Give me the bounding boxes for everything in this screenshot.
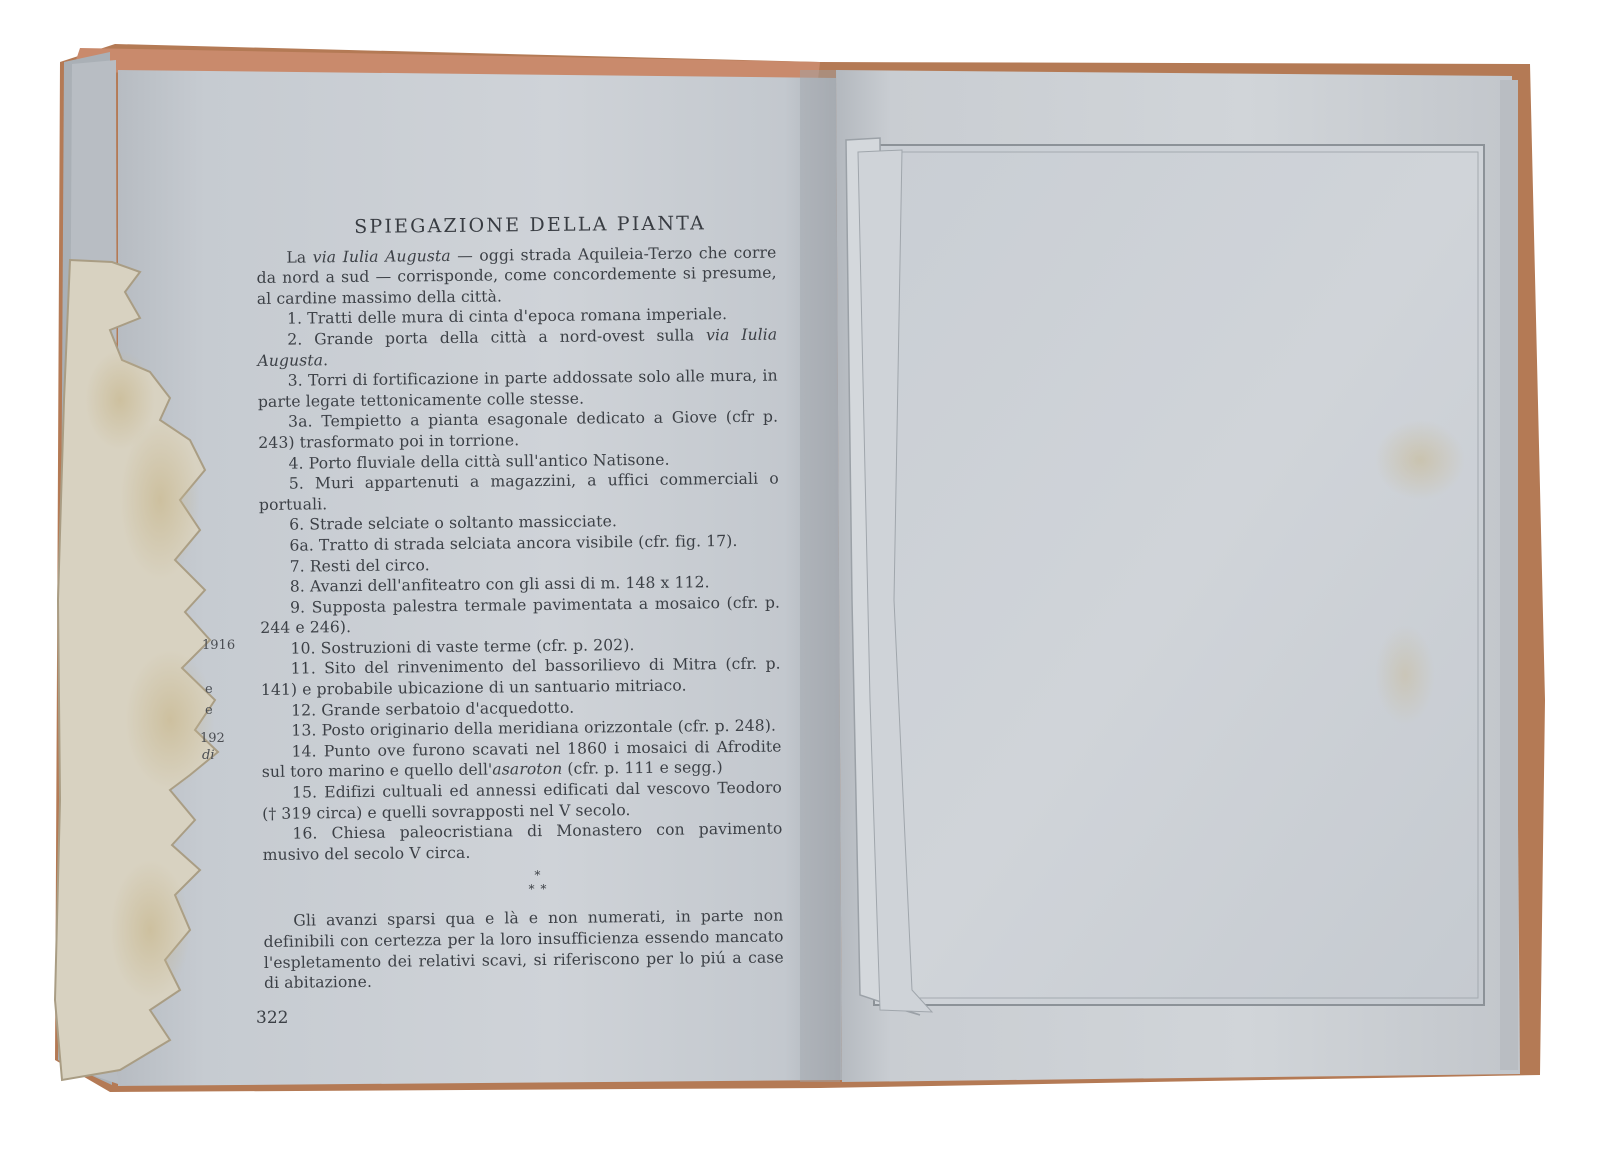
legend-item: 3. Torri di fortificazione in parte addossate solo alle mura, in parte legate tettonicamente colle stesse. <box>257 366 778 411</box>
legend-item: 11. Sito del rinvenimento del bassorilievo di Mitra (cfr. p. 141) e probabile ubicazione di un santuario mitriaco. <box>260 654 781 700</box>
legend-item: 14. Punto ove furono scavati nel 1860 i mosaici di Afrodite sul toro marino e quello dell'asaroton (cfr. p. 111 e segg.) <box>261 737 782 782</box>
section-separator: * * * <box>528 868 548 897</box>
closing-paragraph: Gli avanzi sparsi qua e là e non numerati, in parte non definibili con certezza per la loro insufficienza essendo mancato l'espletamento dei relativi scavi, si riferiscono per lo piú a case di abitazione. <box>263 906 784 993</box>
legend-item: 12. Grande serbatoio d'acquedotto. <box>291 698 575 720</box>
legend-item: 9. Supposta palestra termale pavimentata a mosaico (cfr. p. 244 e 246). <box>260 593 781 638</box>
bleed-through-text: e <box>205 703 213 718</box>
legend-item: 13. Posto originario della meridiana orizzontale (cfr. p. 248). <box>291 716 777 740</box>
folded-map <box>874 145 1484 1005</box>
legend-item: 2. Grande porta della città a nord-ovest sulla via Iulia Augusta. <box>257 325 778 370</box>
legend-item: 15. Edifizi cultuali ed annessi edificati dal vescovo Teodoro († 319 circa) e quelli sovrapposti nel V secolo. <box>262 778 783 823</box>
legend-item: 8. Avanzi dell'anfiteatro con gli assi di m. 148 x 112. <box>289 573 710 596</box>
legend-item: 6a. Tratto di strada selciata ancora visibile (cfr. fig. 17). <box>289 531 738 555</box>
intro-paragraph: La via Iulia Augusta — oggi strada Aquileia-Terzo che corre da nord a sud — corrisponde, come concordemente si presume, al cardine massimo della città. <box>256 243 777 308</box>
legend-item: 1. Tratti delle mura di cinta d'epoca romana imperiale. <box>286 305 728 329</box>
page-heading: SPIEGAZIONE DELLA PIANTA <box>354 212 707 238</box>
legend-item: 10. Sostruzioni di vaste terme (cfr. p. 202). <box>290 635 635 658</box>
legend-item: 4. Porto fluviale della città sull'antico Natisone. <box>288 450 670 473</box>
bleed-through-text: e <box>205 682 213 697</box>
page-body <box>256 213 784 994</box>
legend-item: 16. Chiesa paleocristiana di Monastero con pavimento musivo del secolo V circa. <box>262 819 783 864</box>
legend-item: 5. Muri appartenuti a magazzini, a uffici commerciali o portuali. <box>258 469 779 514</box>
legend-item: 6. Strade selciate o soltanto massicciate. <box>289 512 618 534</box>
page-number: 322 <box>256 1008 289 1028</box>
legend-list <box>257 304 783 865</box>
bleed-through-text: 1916 <box>202 638 236 653</box>
legend-item: 3a. Tempietto a pianta esagonale dedicato a Giove (cfr p. 243) trasformato poi in torrione. <box>258 407 779 452</box>
legend-item: 7. Resti del circo. <box>289 555 430 576</box>
bleed-through-text: di <box>202 748 215 763</box>
bleed-through-text: 192 <box>200 731 225 746</box>
